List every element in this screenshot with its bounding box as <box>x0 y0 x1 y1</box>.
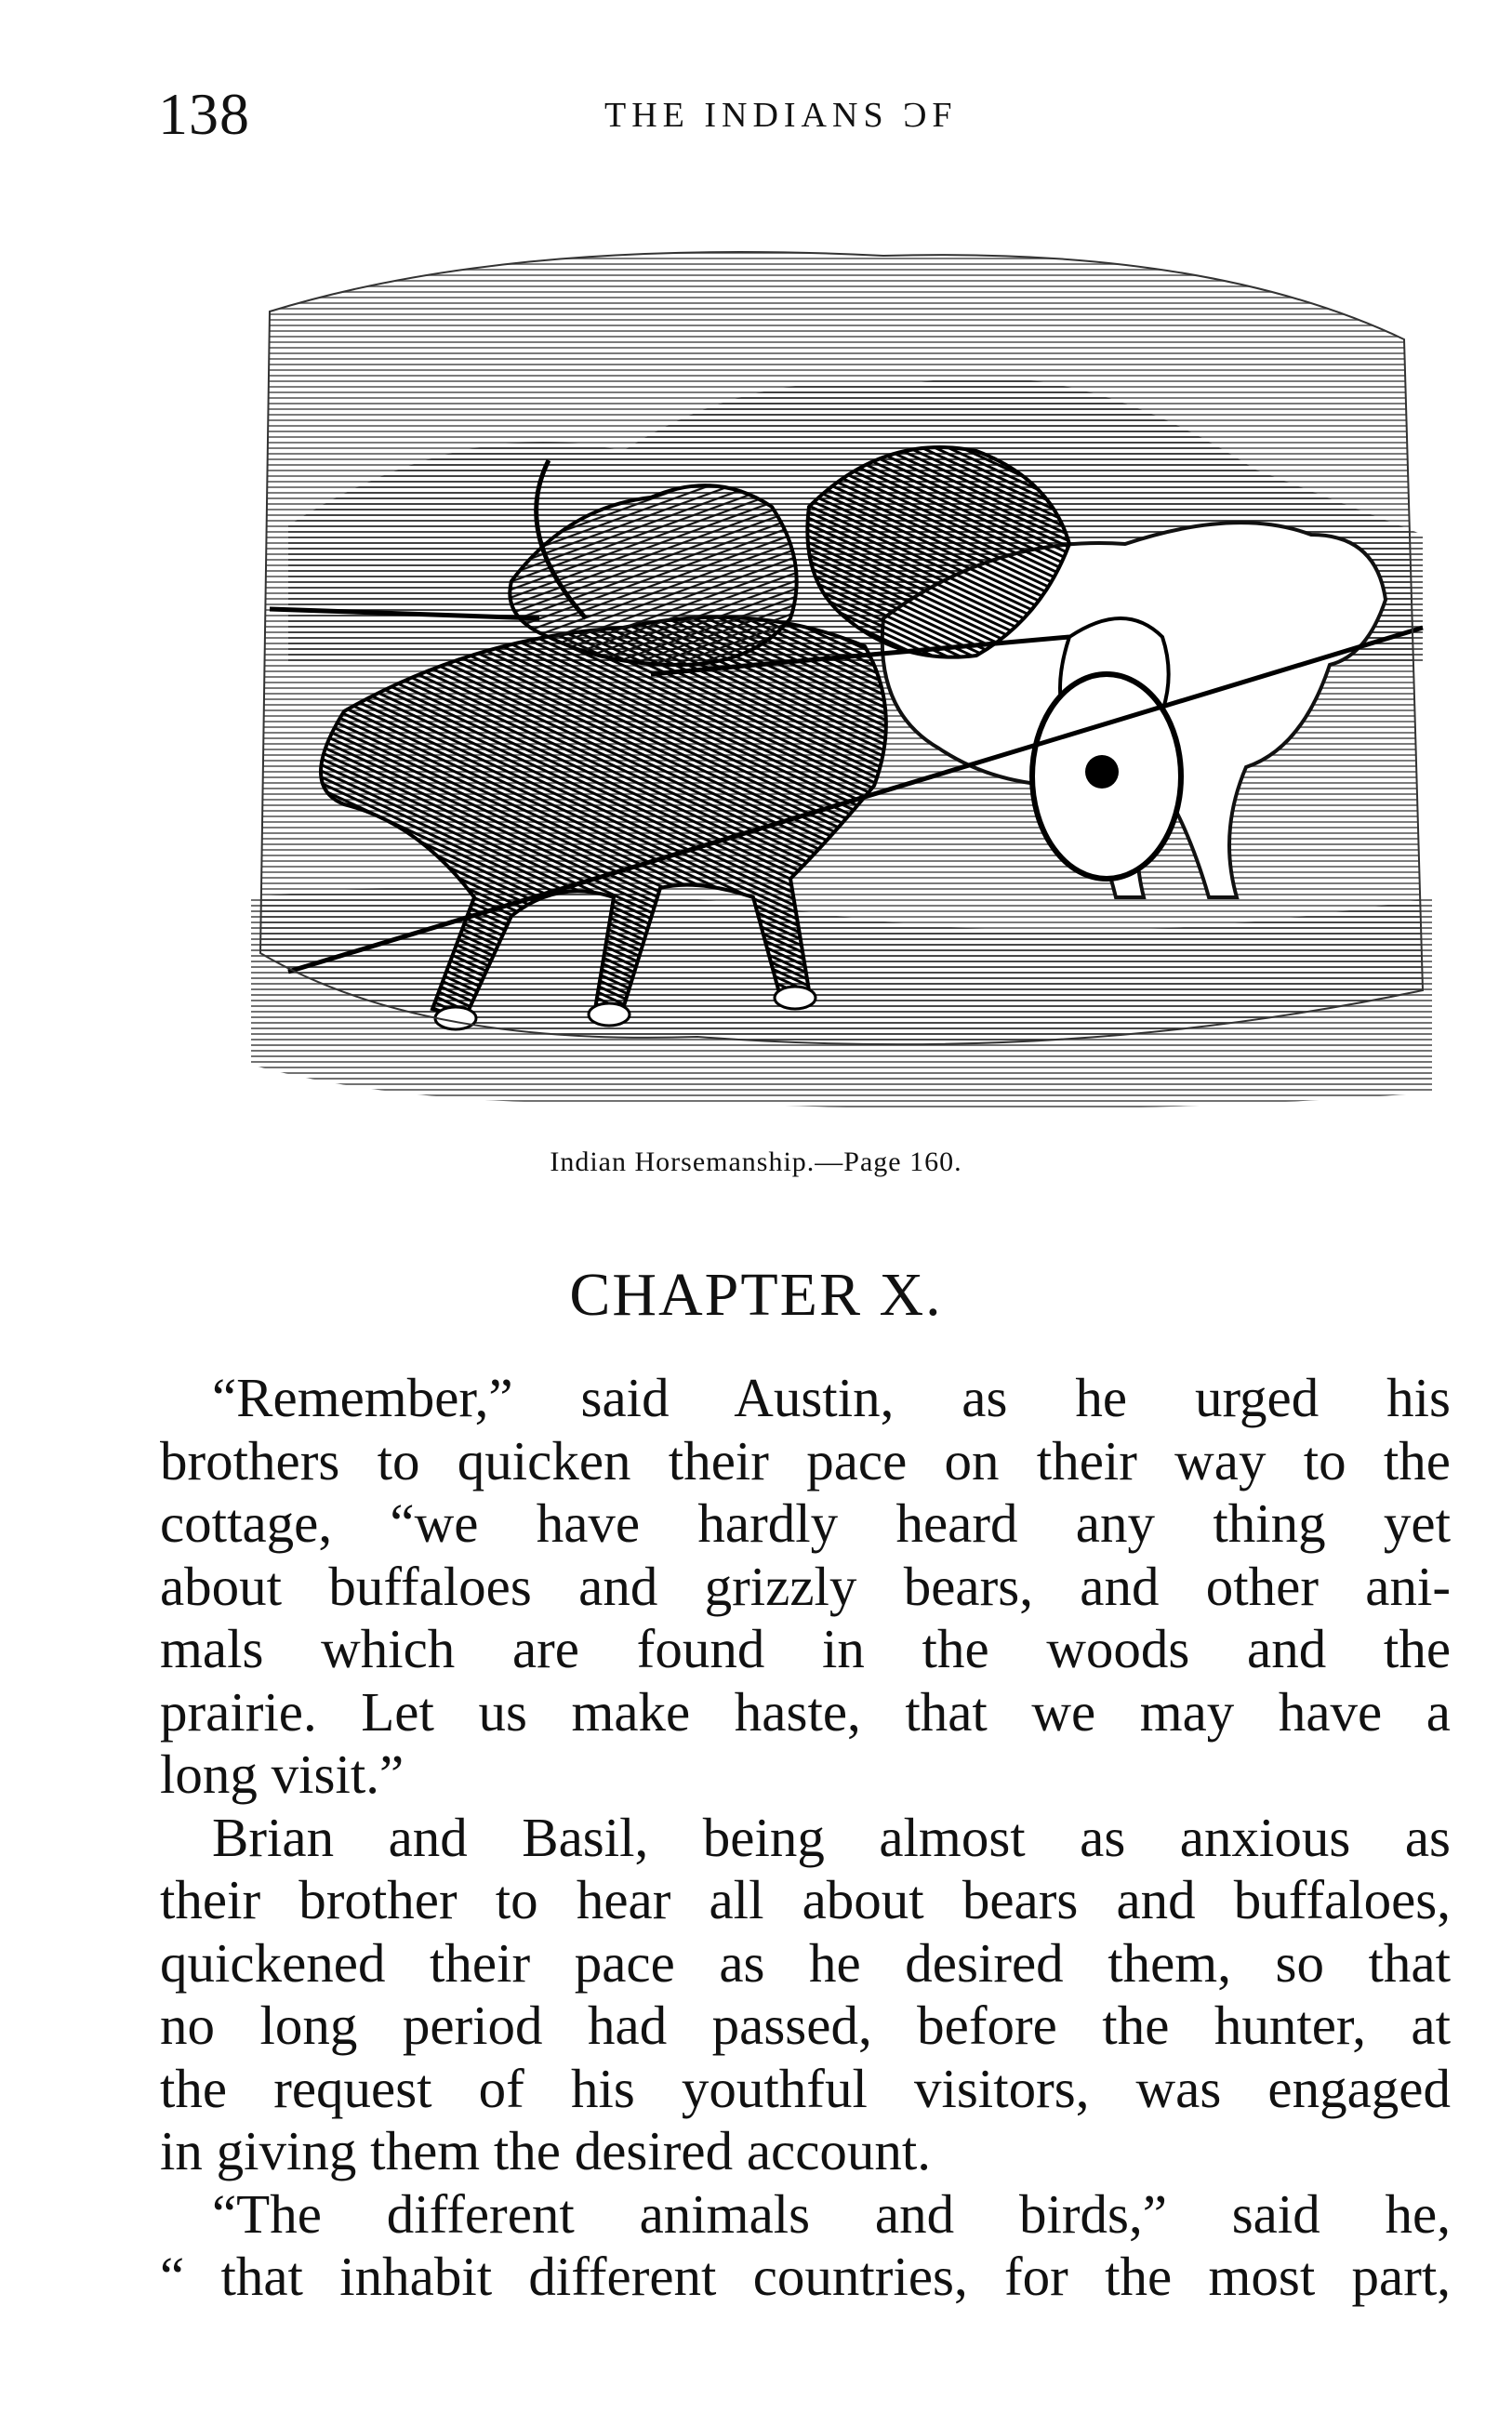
text-line: their brother to hear all about bears and buffaloes, <box>160 1869 1451 1930</box>
hoof <box>775 987 816 1009</box>
running-head: THE INDIANS ƆF <box>604 96 958 135</box>
text-line: “Remember,” said Austin, as he urged his <box>212 1367 1451 1428</box>
text-line: brothers to quicken their pace on their way to the <box>160 1429 1451 1491</box>
text-line: Brian and Basil, being almost as anxious as <box>212 1806 1451 1868</box>
figure-caption: Indian Horsemanship.—Page 160. <box>550 1147 962 1177</box>
page-number: 138 <box>158 81 250 147</box>
body-text <box>160 1367 1451 2309</box>
text-line: prairie. Let us make haste, that we may have a <box>160 1680 1451 1743</box>
paragraph <box>160 1807 1451 2183</box>
chapter-title: CHAPTER X. <box>569 1261 943 1329</box>
text-line: long visit.” <box>160 1743 405 1805</box>
text-line: quickened their pace as he desired them, so that <box>160 1931 1451 1994</box>
paragraph <box>160 1367 1451 1807</box>
text-line: the request of his youthful visitors, was engaged <box>160 2057 1451 2119</box>
paragraph <box>160 2183 1451 2309</box>
text-line: cottage, “we have hardly heard any thing yet <box>160 1492 1451 1554</box>
text-line: about buffaloes and grizzly bears, and other ani- <box>160 1555 1451 1617</box>
page-header <box>158 80 1400 154</box>
text-line: in giving them the desired account. <box>160 2120 932 2181</box>
text-line: no long period had passed, before the hunter, at <box>160 1995 1451 2056</box>
engraving-illustration <box>232 228 1441 1120</box>
text-line: “The different animals and birds,” said he, <box>212 2182 1451 2245</box>
shield-boss <box>1085 755 1119 789</box>
text-line: mals which are found in the woods and the <box>160 1618 1451 1679</box>
hoof <box>589 1003 630 1026</box>
text-line: “ that inhabit different countries, for the most part, <box>160 2246 1451 2307</box>
